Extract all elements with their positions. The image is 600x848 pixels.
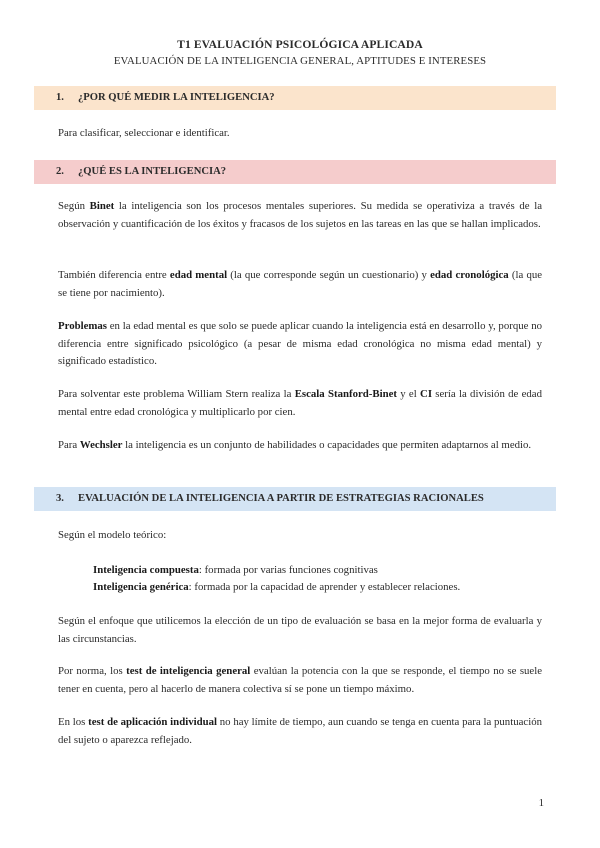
inteligencia-generica-term: Inteligencia genérica [93,581,189,593]
enfoque-paragraph: Según el enfoque que utilicemos la elección de un tipo de evaluación se basa en la mejor forma de evaluarla y las circunstancias. [58,615,542,645]
section-1-paragraph: Para clasificar, seleccionar e identificar. [58,127,230,139]
edad-mental-term: edad mental [169,269,228,281]
document-title: T1 EVALUACIÓN PSICOLÓGICA APLICADA [177,38,423,51]
ci-term: CI [420,388,433,400]
section-2-title: ¿QUÉ ES LA INTELIGENCIA? [78,166,227,177]
modelo-teorico-paragraph: Según el modelo teórico: [58,529,167,541]
edad-cronologica-term: edad cronológica [430,269,509,281]
list-item: Inteligencia compuesta: formada por varias funciones cognitivas [93,564,378,576]
section-2-number: 2. [56,166,64,177]
section-1-number: 1. [56,92,64,103]
section-3-heading [34,487,556,511]
section-2-heading [34,160,556,184]
test-general-paragraph: Por norma, los test de inteligencia general evalúan la potencia con la que se responde, el tiempo no se suele tener en cuenta, pero al hacerlo de manera colectiva sí se pone un tiempo máximo. [58,665,542,695]
wechsler-paragraph: Para Wechsler la inteligencia es un conjunto de habilidades o capacidades que permiten adaptarnos al medio. [58,439,532,451]
section-1-title: ¿POR QUÉ MEDIR LA INTELIGENCIA? [78,92,275,103]
document-subtitle: EVALUACIÓN DE LA INTELIGENCIA GENERAL, APTITUDES E INTERESES [113,55,487,67]
binet-term: Binet [89,200,115,212]
problemas-paragraph: Problemas en la edad mental es que solo se puede aplicar cuando la inteligencia está en desarrollo y, porque no diferencia entre significado psicológico (a pesar de misma edad cronológica no misma edad mental) y significado estadístico. [58,320,542,367]
stanford-binet-term: Escala Stanford-Binet [294,388,397,400]
stern-paragraph: Para solventar este problema William Stern realiza la Escala Stanford-Binet y el CI sería la división de edad mental entre edad cronológica y multiplicarlo por cien. [58,388,542,418]
edad-paragraph: También diferencia entre edad mental (la que corresponde según un cuestionario) y edad cronológica (la que se tiene por nacimiento). [58,269,543,299]
test-individual-paragraph: En los test de aplicación individual no hay límite de tiempo, aun cuando se tenga en cuenta para la puntuación del sujeto o aparezca reflejado. [58,716,542,746]
wechsler-term: Wechsler [79,439,123,451]
section-1-heading [34,86,556,110]
page-number: 1 [538,797,544,809]
section-3-title: EVALUACIÓN DE LA INTELIGENCIA A PARTIR DE ESTRATEGIAS RACIONALES [78,493,484,504]
test-aplicacion-individual-term: test de aplicación individual [88,716,217,728]
inteligencia-compuesta-term: Inteligencia compuesta [93,564,199,576]
test-inteligencia-general-term: test de inteligencia general [126,665,251,677]
binet-paragraph: Según Binet la inteligencia son los procesos mentales superiores. Su medida se operativiza a través de la observación y cuantificación de los éxitos y fracasos de los sujetos en las tareas en las que se hallan implicados. [58,200,542,230]
problemas-term: Problemas [58,320,107,332]
list-item: Inteligencia genérica: formada por la capacidad de aprender y establecer relaciones. [93,581,461,593]
section-3-number: 3. [56,493,64,504]
